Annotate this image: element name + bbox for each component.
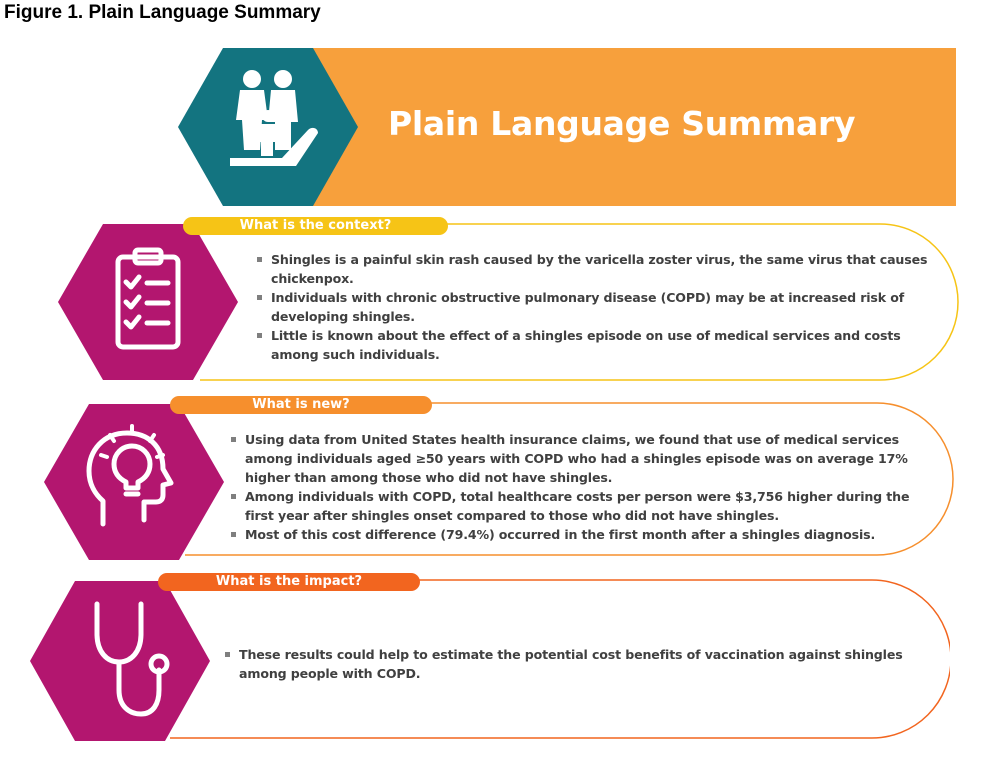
new-bullet: Among individuals with COPD, total healthcare costs per person were $3,756 higher during the first year after shingles onset compared to those who did not have shingles. — [230, 487, 935, 525]
context-bullet: Little is known about the effect of a shingles episode on use of medical services and costs among such individuals. — [256, 326, 946, 364]
family-care-icon — [225, 66, 320, 186]
stethoscope-icon — [85, 600, 170, 725]
context-bullet: Shingles is a painful skin rash caused by the varicella zoster virus, the same virus that causes chickenpox. — [256, 250, 946, 288]
impact-heading: What is the impact? — [158, 573, 420, 591]
context-heading: What is the context? — [183, 217, 448, 235]
context-bullet-list — [256, 250, 946, 364]
impact-bullet: These results could help to estimate the potential cost benefits of vaccination against shingles among people with COPD. — [224, 645, 914, 683]
impact-bullet-list — [224, 645, 914, 683]
figure-title: Figure 1. Plain Language Summary — [4, 2, 321, 23]
head-lightbulb-icon — [86, 420, 186, 530]
new-heading: What is new? — [170, 396, 432, 414]
new-bullet: Using data from United States health insurance claims, we found that use of medical services among individuals aged ≥50 years with COPD who had a shingles episode was on average 17% higher than among those who did not have shingles. — [230, 430, 935, 487]
clipboard-checklist-icon — [113, 247, 183, 351]
new-bullet-list — [230, 430, 935, 544]
context-bullet: Individuals with chronic obstructive pulmonary disease (COPD) may be at increased risk of developing shingles. — [256, 288, 946, 326]
header-title: Plain Language Summary — [388, 104, 856, 143]
new-bullet: Most of this cost difference (79.4%) occurred in the first month after a shingles diagnosis. — [230, 525, 935, 544]
